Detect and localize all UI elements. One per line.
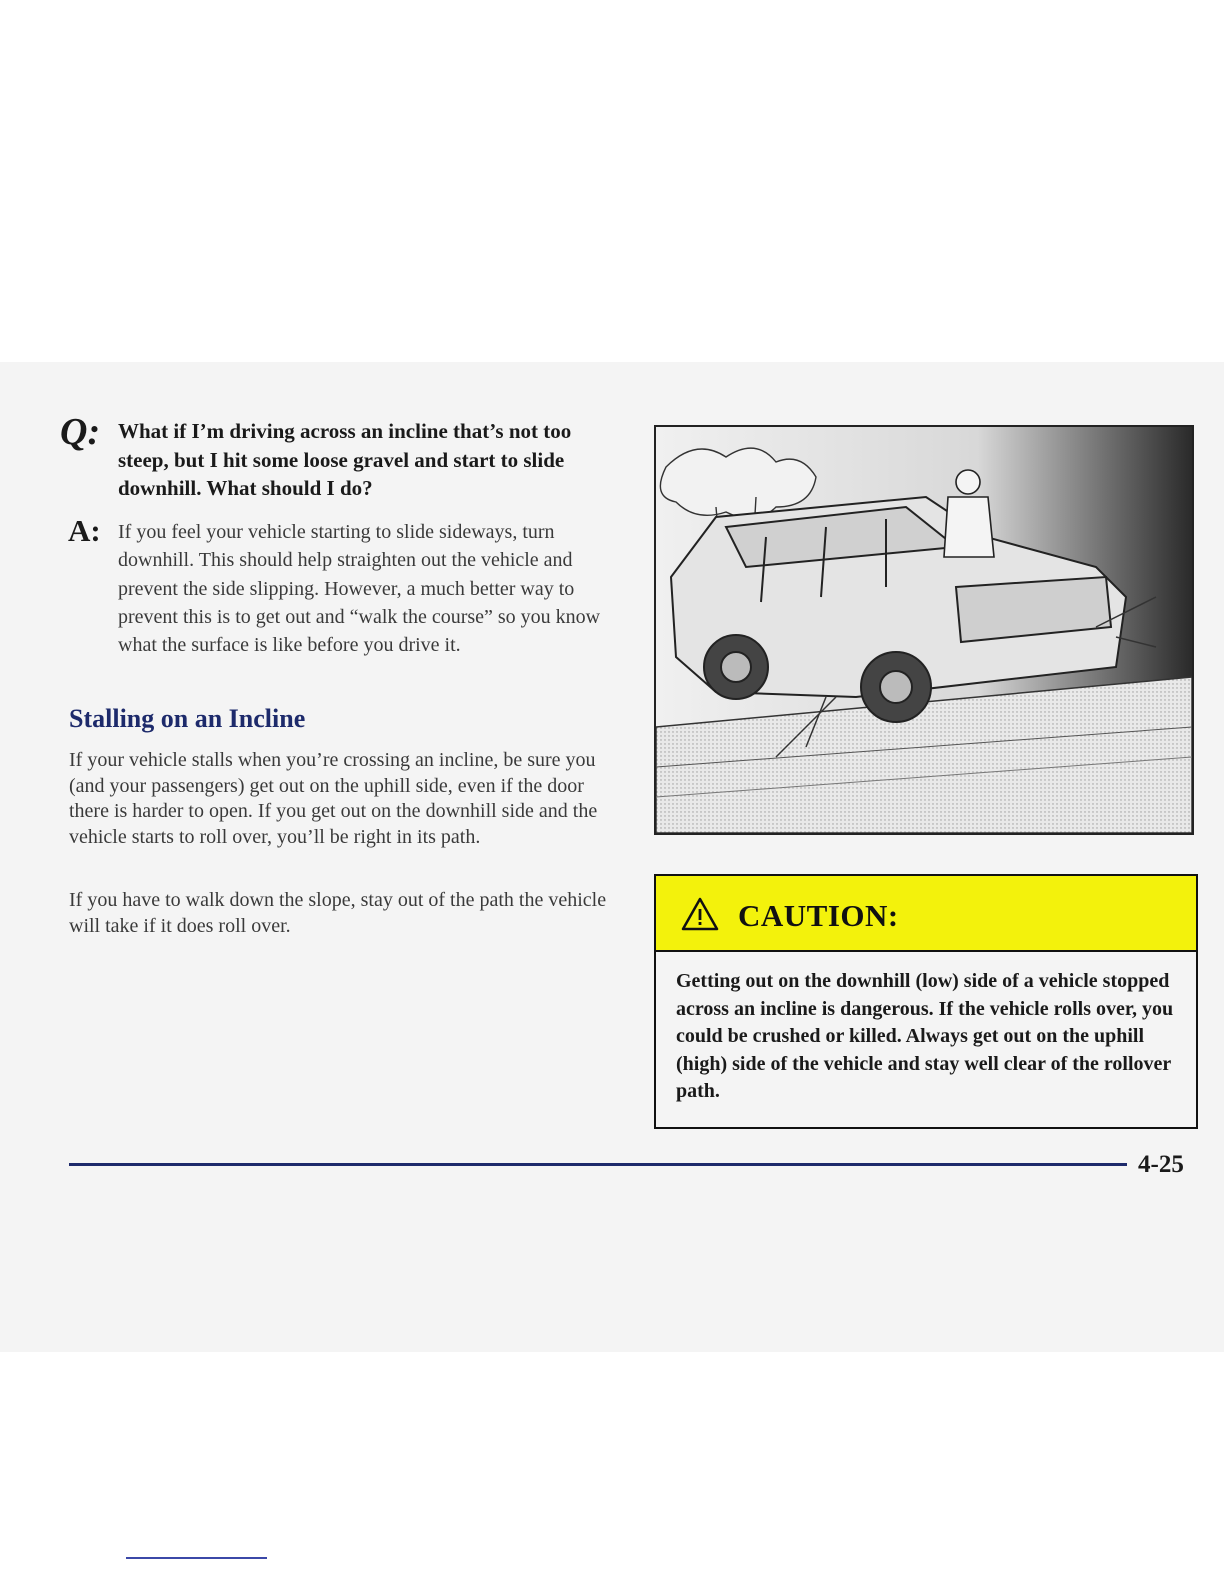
question-label: Q: — [60, 411, 101, 453]
page-number: 4-25 — [1138, 1151, 1184, 1178]
answer-text: If you feel your vehicle starting to slide sideways, turn downhill. This should help straighten out the vehicle and prevent the side slipping. However, a much better way to prevent this is to get out and “walk the course” so you know what the surface is like before you drive it. — [118, 521, 601, 657]
paragraph: If you have to walk down the slope, stay out of the path the vehicle will take if it does roll over. — [69, 889, 607, 937]
link-underline — [126, 1557, 267, 1559]
illustration-drawing — [656, 427, 1192, 833]
vehicle-on-incline-illustration — [654, 425, 1194, 835]
question-text: What if I’m driving across an incline that’s not too steep, but I hit some loose gravel and start to slide downhill. What should I do? — [118, 419, 572, 500]
caution-header — [656, 876, 1196, 952]
section-heading: Stalling on an Incline — [69, 704, 306, 733]
answer-label: A: — [68, 513, 101, 548]
caution-box — [654, 874, 1198, 1129]
warning-triangle-icon — [680, 896, 720, 932]
caution-title: CAUTION: — [738, 898, 899, 933]
caution-body: Getting out on the downhill (low) side of a vehicle stopped across an incline is dangerous. If the vehicle rolls over, you could be crushed or killed. Always get out on the uphill (high) side of the vehicle and stay well clear of the rollover path. — [676, 970, 1174, 1102]
footer-rule — [69, 1163, 1127, 1166]
paragraph: If your vehicle stalls when you’re crossing an incline, be sure you (and your passengers) get out on the uphill side, even if the door there is harder to open. If you get out on the downhill side and the vehicle starts to roll over, you’ll be right in its path. — [69, 749, 598, 848]
